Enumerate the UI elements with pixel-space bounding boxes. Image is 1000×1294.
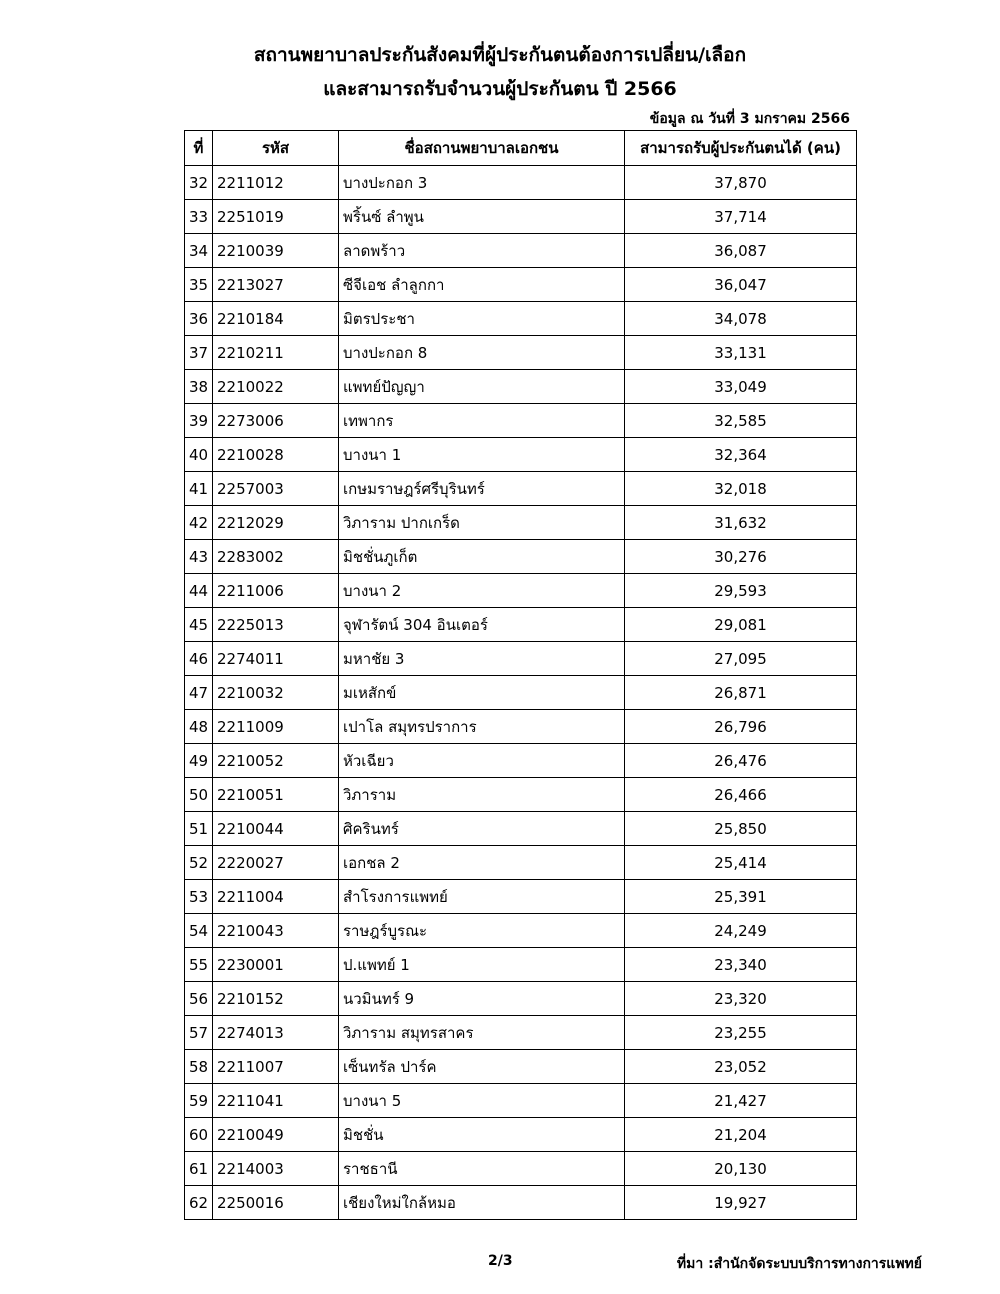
cell-hospital-name: สำโรงการแพทย์ (339, 880, 625, 914)
cell-number: 53 (185, 880, 213, 914)
column-header-capacity: สามารถรับผู้ประกันตนได้ (คน) (625, 131, 857, 166)
cell-code: 2210051 (213, 778, 339, 812)
table-row (185, 336, 857, 370)
cell-number: 44 (185, 574, 213, 608)
column-header-hospital-name: ชื่อสถานพยาบาลเอกชน (339, 131, 625, 166)
cell-capacity: 23,320 (625, 982, 857, 1016)
cell-hospital-name: มิชชั่นภูเก็ต (339, 540, 625, 574)
table-row (185, 778, 857, 812)
column-header-code: รหัส (213, 131, 339, 166)
cell-code: 2211006 (213, 574, 339, 608)
cell-code: 2210028 (213, 438, 339, 472)
data-as-of-date: ข้อมูล ณ วันที่ 3 มกราคม 2566 (649, 111, 850, 127)
cell-number: 41 (185, 472, 213, 506)
cell-hospital-name: เปาโล สมุทรปราการ (339, 710, 625, 744)
cell-capacity: 19,927 (625, 1186, 857, 1220)
table-header-row (185, 131, 857, 166)
table-body (185, 166, 857, 1220)
table-row (185, 744, 857, 778)
cell-hospital-name: นวมินทร์ 9 (339, 982, 625, 1016)
table-row (185, 200, 857, 234)
cell-capacity: 37,714 (625, 200, 857, 234)
cell-number: 37 (185, 336, 213, 370)
cell-code: 2210184 (213, 302, 339, 336)
cell-capacity: 31,632 (625, 506, 857, 540)
cell-hospital-name: มหาชัย 3 (339, 642, 625, 676)
cell-number: 34 (185, 234, 213, 268)
cell-hospital-name: เอกชล 2 (339, 846, 625, 880)
cell-hospital-name: ราชธานี (339, 1152, 625, 1186)
cell-capacity: 25,850 (625, 812, 857, 846)
table-row (185, 234, 857, 268)
table-row (185, 1016, 857, 1050)
cell-code: 2211007 (213, 1050, 339, 1084)
cell-number: 39 (185, 404, 213, 438)
cell-code: 2210049 (213, 1118, 339, 1152)
cell-number: 47 (185, 676, 213, 710)
cell-number: 58 (185, 1050, 213, 1084)
cell-code: 2210043 (213, 914, 339, 948)
cell-hospital-name: บางนา 2 (339, 574, 625, 608)
cell-hospital-name: มิชชั่น (339, 1118, 625, 1152)
cell-number: 45 (185, 608, 213, 642)
cell-number: 49 (185, 744, 213, 778)
cell-code: 2220027 (213, 846, 339, 880)
cell-capacity: 29,593 (625, 574, 857, 608)
table-row (185, 948, 857, 982)
table-row (185, 472, 857, 506)
cell-number: 54 (185, 914, 213, 948)
cell-capacity: 37,870 (625, 166, 857, 200)
cell-capacity: 26,796 (625, 710, 857, 744)
cell-number: 60 (185, 1118, 213, 1152)
table-row (185, 404, 857, 438)
cell-hospital-name: จุฬารัตน์ 304 อินเตอร์ (339, 608, 625, 642)
cell-capacity: 21,427 (625, 1084, 857, 1118)
cell-code: 2211012 (213, 166, 339, 200)
cell-number: 46 (185, 642, 213, 676)
cell-hospital-name: บางนา 5 (339, 1084, 625, 1118)
cell-code: 2283002 (213, 540, 339, 574)
cell-number: 33 (185, 200, 213, 234)
cell-code: 2211009 (213, 710, 339, 744)
table-row (185, 710, 857, 744)
cell-capacity: 32,585 (625, 404, 857, 438)
cell-number: 36 (185, 302, 213, 336)
table-row (185, 914, 857, 948)
table-row (185, 438, 857, 472)
table-row (185, 302, 857, 336)
cell-hospital-name: เกษมราษฎร์ศรีบุรินทร์ (339, 472, 625, 506)
table-row (185, 1186, 857, 1220)
cell-code: 2210032 (213, 676, 339, 710)
table-row (185, 540, 857, 574)
cell-number: 62 (185, 1186, 213, 1220)
cell-capacity: 21,204 (625, 1118, 857, 1152)
cell-capacity: 26,476 (625, 744, 857, 778)
cell-code: 2211041 (213, 1084, 339, 1118)
cell-number: 38 (185, 370, 213, 404)
table-row (185, 982, 857, 1016)
cell-number: 51 (185, 812, 213, 846)
cell-capacity: 34,078 (625, 302, 857, 336)
cell-code: 2257003 (213, 472, 339, 506)
cell-code: 2274011 (213, 642, 339, 676)
cell-capacity: 32,364 (625, 438, 857, 472)
cell-code: 2210022 (213, 370, 339, 404)
cell-code: 2251019 (213, 200, 339, 234)
cell-code: 2210044 (213, 812, 339, 846)
cell-code: 2210152 (213, 982, 339, 1016)
cell-hospital-name: หัวเฉียว (339, 744, 625, 778)
hospital-capacity-table (184, 130, 857, 1220)
cell-capacity: 33,131 (625, 336, 857, 370)
table-row (185, 608, 857, 642)
cell-number: 59 (185, 1084, 213, 1118)
cell-code: 2212029 (213, 506, 339, 540)
cell-number: 40 (185, 438, 213, 472)
cell-number: 57 (185, 1016, 213, 1050)
source-note: ที่มา :สำนักจัดระบบบริการทางการแพทย์ (676, 1256, 922, 1272)
cell-hospital-name: บางนา 1 (339, 438, 625, 472)
page-number: 2/3 (488, 1253, 513, 1269)
cell-number: 35 (185, 268, 213, 302)
cell-hospital-name: ซีจีเอช ลำลูกกา (339, 268, 625, 302)
cell-capacity: 25,391 (625, 880, 857, 914)
cell-hospital-name: พริ้นซ์ ลำพูน (339, 200, 625, 234)
cell-capacity: 36,047 (625, 268, 857, 302)
cell-hospital-name: มเหสักข์ (339, 676, 625, 710)
table-row (185, 880, 857, 914)
cell-hospital-name: บางปะกอก 3 (339, 166, 625, 200)
cell-hospital-name: ป.แพทย์ 1 (339, 948, 625, 982)
cell-capacity: 23,052 (625, 1050, 857, 1084)
table-row (185, 370, 857, 404)
cell-number: 61 (185, 1152, 213, 1186)
cell-number: 50 (185, 778, 213, 812)
cell-hospital-name: วิภาราม ปากเกร็ด (339, 506, 625, 540)
cell-hospital-name: เซ็นทรัล ปาร์ค (339, 1050, 625, 1084)
cell-number: 42 (185, 506, 213, 540)
cell-number: 43 (185, 540, 213, 574)
cell-capacity: 20,130 (625, 1152, 857, 1186)
cell-code: 2274013 (213, 1016, 339, 1050)
table-row (185, 574, 857, 608)
table-row (185, 1050, 857, 1084)
cell-code: 2250016 (213, 1186, 339, 1220)
cell-code: 2210039 (213, 234, 339, 268)
cell-hospital-name: มิตรประชา (339, 302, 625, 336)
cell-code: 2210211 (213, 336, 339, 370)
cell-code: 2213027 (213, 268, 339, 302)
table-row (185, 268, 857, 302)
cell-hospital-name: เทพากร (339, 404, 625, 438)
table-row (185, 506, 857, 540)
table-row (185, 1152, 857, 1186)
table-row (185, 812, 857, 846)
cell-capacity: 23,340 (625, 948, 857, 982)
document-title: สถานพยาบาลประกันสังคมที่ผู้ประกันตนต้องการเปลี่ยน/เลือก (253, 44, 747, 66)
cell-capacity: 26,466 (625, 778, 857, 812)
cell-capacity: 33,049 (625, 370, 857, 404)
cell-hospital-name: วิภาราม สมุทรสาคร (339, 1016, 625, 1050)
table-row (185, 642, 857, 676)
cell-capacity: 27,095 (625, 642, 857, 676)
cell-hospital-name: บางปะกอก 8 (339, 336, 625, 370)
cell-hospital-name: เชียงใหม่ใกล้หมอ (339, 1186, 625, 1220)
cell-capacity: 24,249 (625, 914, 857, 948)
cell-code: 2225013 (213, 608, 339, 642)
cell-number: 52 (185, 846, 213, 880)
table-row (185, 1118, 857, 1152)
cell-code: 2273006 (213, 404, 339, 438)
cell-code: 2210052 (213, 744, 339, 778)
cell-code: 2211004 (213, 880, 339, 914)
cell-hospital-name: แพทย์ปัญญา (339, 370, 625, 404)
cell-capacity: 23,255 (625, 1016, 857, 1050)
cell-capacity: 30,276 (625, 540, 857, 574)
table-row (185, 846, 857, 880)
table-row (185, 166, 857, 200)
cell-number: 55 (185, 948, 213, 982)
cell-code: 2230001 (213, 948, 339, 982)
cell-number: 56 (185, 982, 213, 1016)
cell-hospital-name: ราษฎร์บูรณะ (339, 914, 625, 948)
document-subtitle: และสามารถรับจำนวนผู้ประกันตน ปี 2566 (323, 78, 677, 100)
cell-capacity: 36,087 (625, 234, 857, 268)
column-header-number: ที่ (185, 131, 213, 166)
cell-number: 48 (185, 710, 213, 744)
cell-capacity: 25,414 (625, 846, 857, 880)
cell-capacity: 26,871 (625, 676, 857, 710)
cell-hospital-name: วิภาราม (339, 778, 625, 812)
cell-hospital-name: ศิครินทร์ (339, 812, 625, 846)
cell-hospital-name: ลาดพร้าว (339, 234, 625, 268)
cell-capacity: 29,081 (625, 608, 857, 642)
table-row (185, 1084, 857, 1118)
table-row (185, 676, 857, 710)
cell-number: 32 (185, 166, 213, 200)
cell-code: 2214003 (213, 1152, 339, 1186)
cell-capacity: 32,018 (625, 472, 857, 506)
